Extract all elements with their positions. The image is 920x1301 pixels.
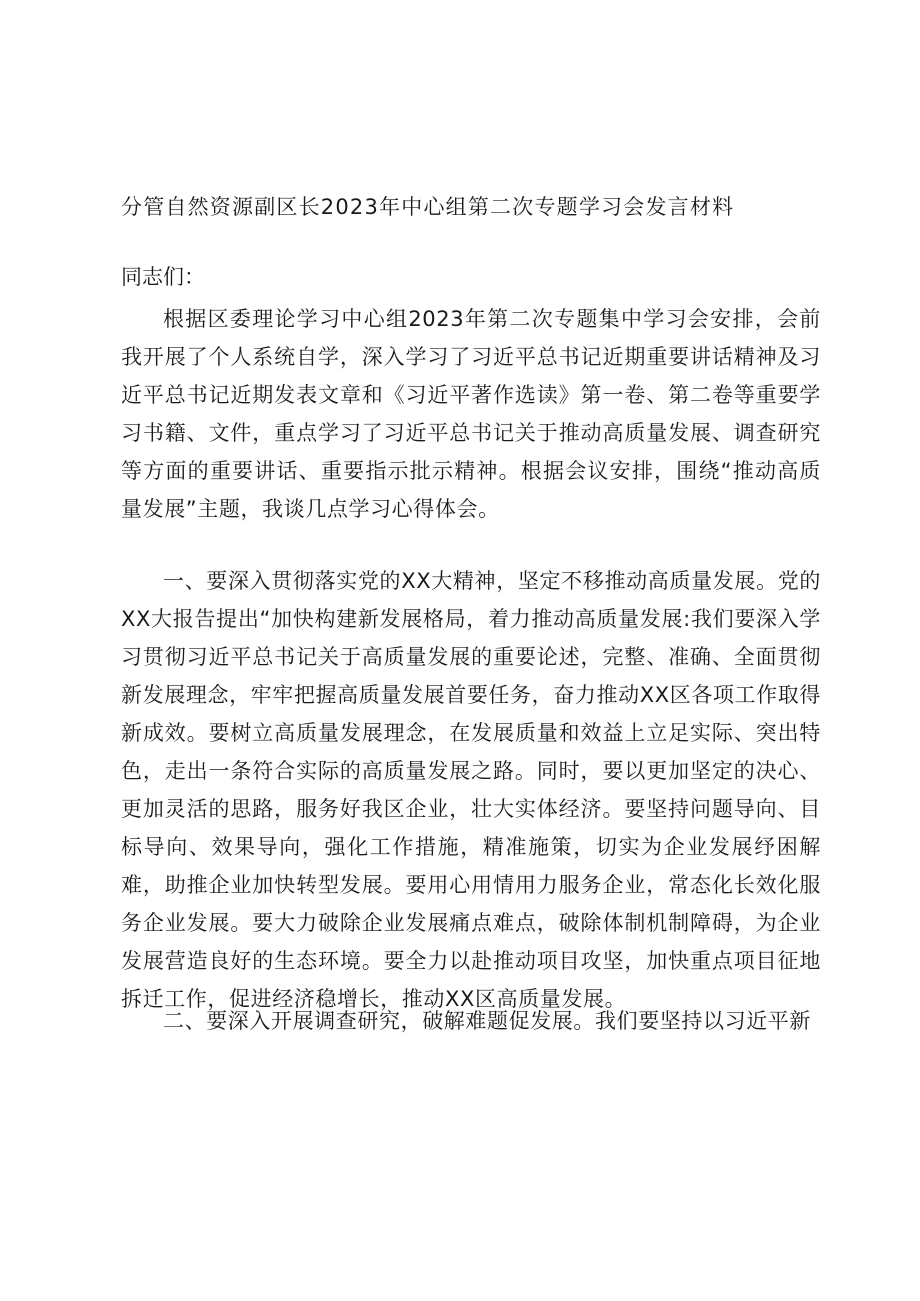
greeting: 同志们： bbox=[121, 265, 205, 289]
paragraph-intro: 根据区委理论学习中心组2023年第二次专题集中学习会安排，会前我开展了个人系统自学，深入学习了习近平总书记近期重要讲话精神及习近平总书记近期发表文章和《习近平著作选读》第一卷、第二卷等重要学习书籍、文件，重点学习了习近平总书记关于推动高质量发展、调查研究等方面的重要讲话、重要指示批示精神。根据会议安排，围绕“推动高质量发展”主题，我谈几点学习心得体会。 bbox=[121, 307, 821, 521]
paragraph-section-two: 二、要深入开展调查研究，破解难题促发展。我们要坚持以习近平新 bbox=[163, 1009, 811, 1033]
document-title: 分管自然资源副区长2023年中心组第二次专题学习会发言材料 bbox=[121, 195, 735, 219]
paragraph-section-one: 一、要深入贯彻落实党的XX大精神，坚定不移推动高质量发展。党的XX大报告提出“加快构建新发展格局，着力推动高质量发展:我们要深入学习贯彻习近平总书记关于高质量发展的重要论述，完整、准确、全面贯彻新发展理念，牢牢把握高质量发展首要任务，奋力推动XX区各项工作取得新成效。要树立高质量发展理念，在发展质量和效益上立足实际、突出特色，走出一条符合实际的高质量发展之路。同时，要以更加坚定的决心、更加灵活的思路，服务好我区企业，壮大实体经济。要坚持问题导向、目标导向、效果导向，强化工作措施，精准施策，切实为企业发展纾困解难，助推企业加快转型发展。要用心用情用力服务企业，常态化长效化服务企业发展。要大力破除企业发展痛点难点，破除体制机制障碍，为企业发展营造良好的生态环境。要全力以赴推动项目攻坚，加快重点项目征地拆迁工作，促进经济稳增长，推动XX区高质量发展。 bbox=[121, 569, 821, 1011]
